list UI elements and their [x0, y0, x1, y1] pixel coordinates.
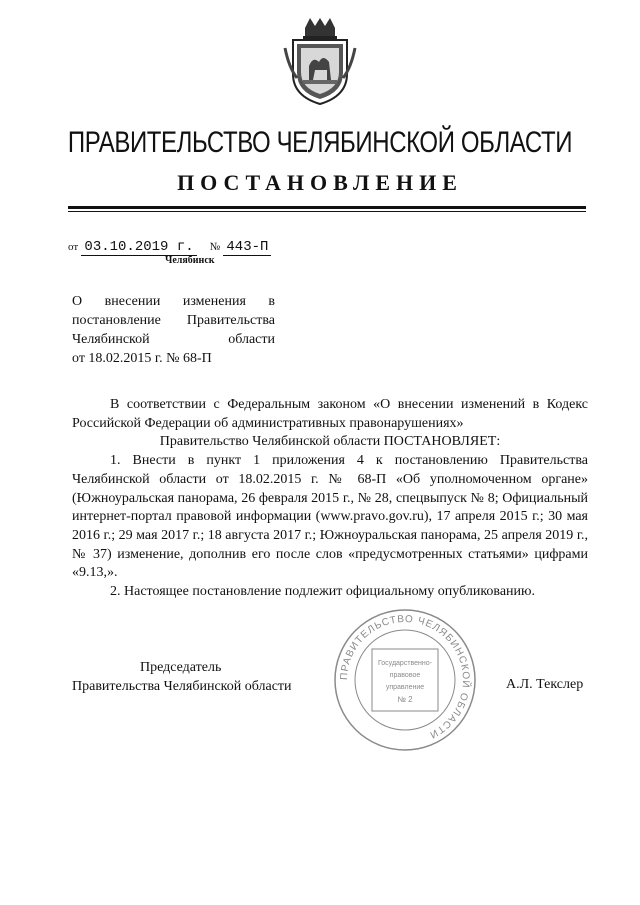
document-subject: [72, 292, 275, 368]
signatory-name: А.Л. Текслер: [506, 677, 584, 692]
signatory-position: [72, 658, 292, 696]
preamble-paragraph: В соответствии с Федеральным законом «О внесении изменений в Кодекс Российской Федерации об административных правонарушениях»: [72, 397, 588, 431]
city: Челябинск: [165, 255, 215, 266]
document-date: 03.10.2019 г.: [81, 239, 196, 256]
item-1-paragraph: 1. Внести в пункт 1 приложения 4 к постановлению Правительства Челябинской области от 18.02.2015 г. № 68-П «Об уполномоченном органе» (Южноуральская панорама, 26 февраля 2015 г., № 28, спецвыпуск № 8; Официальный интернет-портал правовой информации (www.pravo.gov.ru), 17 апреля 2015 г.; 30 мая 2016 г.; 29 мая 2017 г.; 18 августа 2017 г.; Южноуральская панорама, 25 апреля 2019 г., № 37) изменение, дополнив его после слов «предусмотренных статьями» цифрами «9.13,».: [72, 453, 588, 581]
official-stamp: [330, 605, 480, 755]
subject-line: постановление Правительства: [72, 313, 275, 328]
subject-line: от 18.02.2015 г. № 68-П: [72, 351, 212, 366]
chelyabinsk-coat-of-arms-icon: [283, 18, 357, 106]
government-title: ПРАВИТЕЛЬСТВО ЧЕЛЯБИНСКОЙ ОБЛАСТИ: [67, 126, 573, 159]
document-meta: [68, 238, 271, 255]
number-prefix: №: [209, 241, 221, 253]
header-rule: [68, 206, 586, 209]
document-type: ПОСТАНОВЛЕНИЕ: [177, 170, 463, 195]
header-rule-thin: [68, 211, 586, 212]
document-body: [72, 396, 588, 602]
stamp-line: правовое: [389, 672, 421, 679]
position-line: Правительства Челябинской области: [72, 679, 292, 694]
position-line: Председатель: [140, 660, 222, 675]
decree-line: Правительство Челябинской области ПОСТАНОВЛЯЕТ:: [159, 434, 501, 450]
document-number: 443-П: [223, 239, 271, 256]
item-2-paragraph: 2. Настоящее постановление подлежит официальному опубликованию.: [110, 584, 535, 600]
subject-line: О внесении изменения в: [72, 294, 275, 309]
date-prefix: от: [68, 241, 79, 253]
stamp-ring-text: ПРАВИТЕЛЬСТВО ЧЕЛЯБИНСКОЙ ОБЛАСТИ: [338, 613, 472, 741]
stamp-line: № 2: [397, 695, 413, 704]
stamp-line: управление: [385, 684, 425, 691]
stamp-line: Государственно-: [377, 660, 433, 667]
subject-line: Челябинской области: [72, 332, 275, 347]
